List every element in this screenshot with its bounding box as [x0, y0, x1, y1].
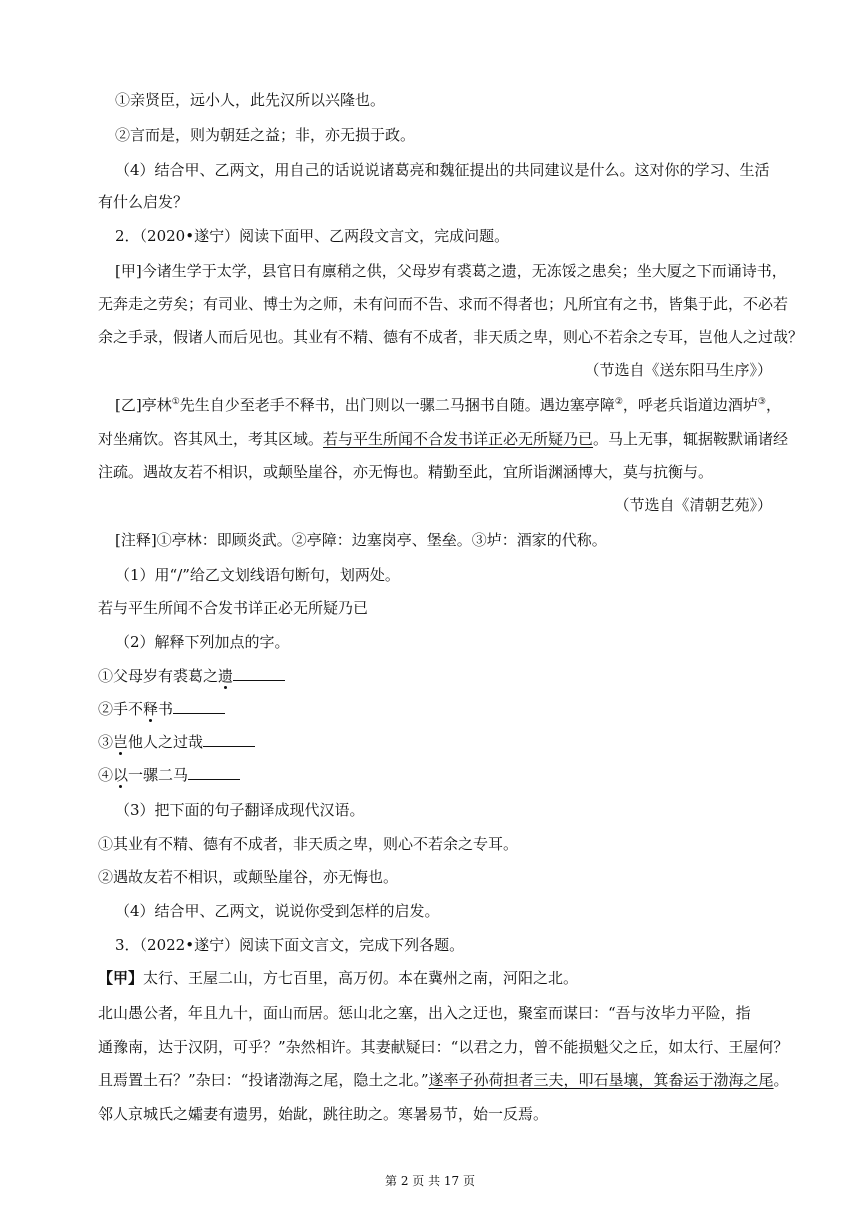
fill-item: ②手不释书 [0, 699, 860, 719]
question-4: （4）结合甲、乙两文，用自己的话说说诸葛亮和魏征提出的共同建议是什么。这对你的学习、生活 [115, 161, 770, 179]
source-citation: （节选自《送东阳马生序》） [584, 361, 772, 379]
passage-jia-line: 无奔走之劳矣；有司业、博士为之师，未有问而不告、求而不得者也；凡所宜有之书，皆集于此，不必若 [98, 295, 789, 313]
fill-item: ③岂他人之过哉 [0, 732, 860, 752]
text-line: 若与平生所闻不合发书详正必无所疑乃已 [98, 599, 369, 617]
passage-jia-line: 余之手录，假诸人而后见也。其业有不精、德有不成者，非天质之卑，则心不若余之专耳，岂他人之过哉？ [98, 328, 804, 346]
question-heading-2: 2．（2020•遂宁）阅读下面甲、乙两段文言文，完成问题。 [115, 227, 510, 245]
dotted-char: 岂 [113, 733, 129, 751]
source-citation: （节选自《清朝艺苑》） [614, 496, 772, 514]
answer-blank[interactable] [188, 765, 240, 780]
fill-item: ④以一骡二马 [0, 765, 860, 785]
passage-line: 【甲】太行、王屋二山，方七百里，高万仞。本在冀州之南，河阳之北。 [98, 969, 579, 987]
passage-line: 且焉置土石？”杂曰：“投诸渤海之尾，隐土之北。”遂率子孙荷担者三夫，叩石垦壤，箕畚运于渤海之尾。 [98, 1071, 789, 1089]
sub-question-3: （3）把下面的句子翻译成现代汉语。 [115, 801, 365, 819]
passage-jia-line: [甲]今诸生学于太学，县官日有廪稍之供，父母岁有裘葛之遗，无冻馁之患矣；坐大厦之下而诵诗书， [115, 262, 787, 280]
sub-question-2: （2）解释下列加点的字。 [115, 633, 290, 651]
text-line: ②遇故友若不相识，或颠坠崖谷，亦无悔也。 [98, 868, 399, 886]
text-line: ①其业有不精、德有不成者，非天质之卑，则心不若余之专耳。 [98, 835, 519, 853]
answer-blank[interactable] [203, 732, 255, 747]
question-heading-3: 3．（2022•遂宁）阅读下面文言文，完成下列各题。 [115, 936, 465, 954]
page-footer: 第 2 页 共 17 页 [385, 1174, 475, 1188]
answer-blank[interactable] [233, 666, 285, 681]
passage-yi-line: 对坐痛饮。咨其风土，考其区域。若与平生所闻不合发书详正必无所疑乃已。马上无事，辄据鞍默诵诸经 [98, 430, 789, 448]
passage-line: 北山愚公者，年且九十，面山而居。惩山北之塞，出入之迂也，聚室而谋曰：“吾与汝毕力平险，指 [98, 1004, 751, 1022]
footnote-marker: ① [171, 397, 180, 407]
text-line: ①亲贤臣，远小人，此先汉所以兴隆也。 [115, 91, 386, 109]
footnote-marker: ② [614, 397, 623, 407]
sub-question-4: （4）结合甲、乙两文，说说你受到怎样的启发。 [115, 902, 440, 920]
passage-line: 通豫南，达于汉阴，可乎？”杂然相许。其妻献疑曰：“以君之力，曾不能损魁父之丘，如太行、王屋何？ [98, 1038, 789, 1056]
dotted-char: 以 [113, 766, 129, 784]
passage-yi-line: [乙]亭林①先生自少至老手不释书，出门则以一骡二马捆书自随。遇边塞亭障②，呼老兵诣道边酒垆③， [115, 396, 781, 414]
passage-yi-line: 注疏。遇故友若不相识，或颠坠崖谷，亦无悔也。精勤至此，宜所诣渊涵博大，莫与抗衡与。 [98, 463, 714, 481]
fill-item: ①父母岁有裘葛之遗 [0, 666, 860, 686]
text-line: 有什么启发？ [98, 193, 189, 211]
annotation-notes: [注释]①亭林：即顾炎武。②亭障：边塞岗亭、堡垒。③垆：酒家的代称。 [115, 531, 607, 549]
underlined-sentence: 若与平生所闻不合发书详正必无所疑乃已 [323, 430, 594, 448]
answer-blank[interactable] [173, 699, 225, 714]
passage-line: 邻人京城氏之孀妻有遗男，始龀，跳往助之。寒暑易节，始一反焉。 [98, 1105, 549, 1123]
sub-question-1: （1）用“/”给乙文划线语句断句，划两处。 [115, 566, 400, 584]
dotted-char: 遗 [218, 667, 234, 685]
text-line: ②言而是，则为朝廷之益；非，亦无损于政。 [115, 126, 416, 144]
dotted-char: 释 [143, 700, 159, 718]
underlined-sentence: 遂率子孙荷担者三夫，叩石垦壤，箕畚运于渤海之尾 [428, 1071, 774, 1089]
footnote-marker: ③ [757, 397, 766, 407]
